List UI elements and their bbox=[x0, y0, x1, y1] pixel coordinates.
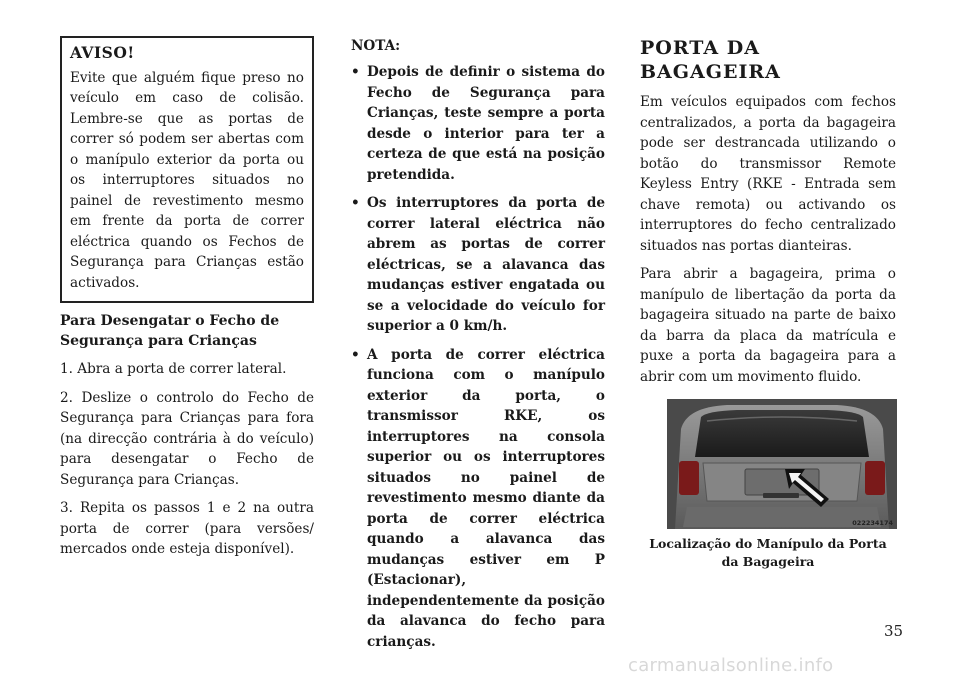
warning-title: AVISO! bbox=[70, 43, 135, 62]
step-1: 1. Abra a porta de correr lateral. bbox=[60, 361, 287, 377]
child-lock-heading: Para Desengatar o Fecho de Segurança para Crianças bbox=[60, 313, 280, 349]
watermark-text: carmanualsonline.info bbox=[628, 655, 834, 676]
page-number: 35 bbox=[884, 622, 904, 640]
note-text: Os interruptores da porta de correr lateral eléctrica não abrem as portas de correr eléctricas, se a alavanca das mudanças estiver engatada ou se a velocidade do veículo for superior a 0 km/h. bbox=[367, 195, 605, 334]
note-item bbox=[351, 193, 605, 337]
note-title: NOTA: bbox=[351, 38, 401, 54]
warning-box bbox=[60, 36, 314, 303]
bullet-icon: • bbox=[351, 64, 360, 80]
liftgate-paragraph-1: Em veículos equipados com fechos centralizados, a porta da bagageira pode ser destrancada utilizando o botão do transmissor Remote Keyless Entry (RKE - Entrada sem chave remota) ou activando os interruptores do fecho centralizado situados nas portas dianteiras. bbox=[640, 94, 896, 254]
figure-caption: Localização do Manípulo da Porta da Bagageira bbox=[649, 536, 887, 569]
right-column bbox=[640, 36, 896, 571]
bullet-icon: • bbox=[351, 346, 360, 363]
note-text: A porta de correr eléctrica funciona com o manípulo exterior da porta, o transmissor RKE, os interruptores na consola superior ou os interruptores situados no painel de revestimento mesmo diante da porta de correr eléctrica quando a alavanca das mudanças estiver em P (Estacionar), independentemente da posição da alavanca do fecho para crianças. bbox=[367, 346, 605, 650]
section-title: PORTA DA BAGAGEIRA bbox=[640, 37, 781, 83]
bullet-icon: • bbox=[351, 195, 360, 211]
middle-column bbox=[351, 36, 605, 660]
figure-id: 022234174 bbox=[852, 519, 893, 527]
note-text: Depois de definir o sistema do Fecho de Segurança para Crianças, teste sempre a porta desde o interior para ter a certeza de que está na posição pretendida. bbox=[367, 64, 605, 183]
note-item bbox=[351, 345, 605, 653]
liftgate-illustration bbox=[667, 399, 897, 529]
note-list bbox=[351, 62, 605, 652]
left-column bbox=[60, 36, 314, 560]
liftgate-handle-figure bbox=[667, 399, 897, 529]
step-3: 3. Repita os passos 1 e 2 na outra porta de correr (para versões/ mercados onde esteja disponível). bbox=[60, 500, 314, 557]
note-item bbox=[351, 62, 605, 185]
liftgate-paragraph-2: Para abrir a bagageira, prima o manípulo de libertação da porta da bagageira situado na parte de baixo da barra da placa da matrícula e puxe a porta da bagageira para a abrir com um movimento fluido. bbox=[640, 266, 896, 385]
warning-text: Evite que alguém fique preso no veículo em caso de colisão. Lembre-se que as portas de correr só podem ser abertas com o manípulo exterior da porta ou os interruptores situados no painel de revestimento mesmo em frente da porta de correr eléctrica quando os Fechos de Segurança para Crianças estão activados. bbox=[70, 69, 304, 291]
step-2: 2. Deslize o controlo do Fecho de Segurança para Crianças para fora (na direcção contrária à do veículo) para desengatar o Fecho de Segurança para Crianças. bbox=[60, 389, 314, 488]
